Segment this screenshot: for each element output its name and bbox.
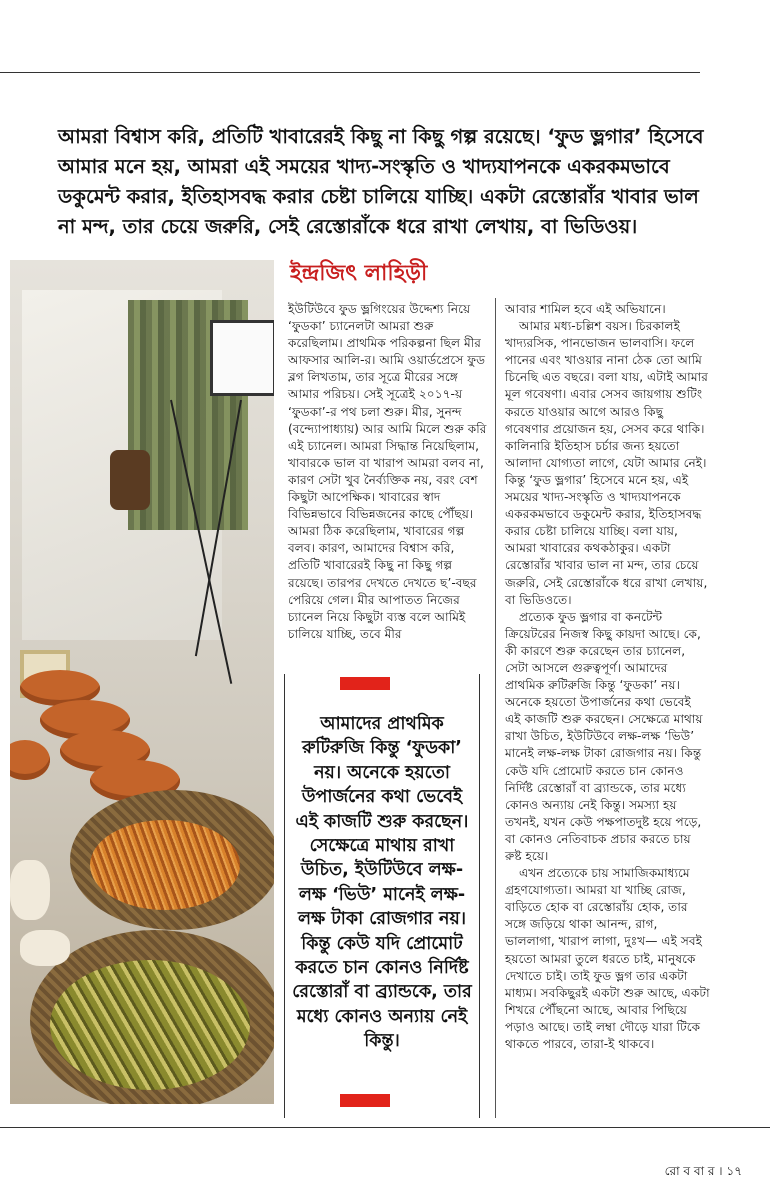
- paragraph: আমার মধ্য-চল্লিশ বয়স। চিরকালই খাদ্যরসিক, পানভোজন ভালবাসি। ফলে পানের এবং খাওয়ার নানা ঠেক তো আমি চিনেছি এত বছরে। বলা যায়, এটাই আমার মূল গবেষণা। এবার সেসব জায়গায় শুটিং করতে যাওয়ার আগে আরও কিছু গবেষণার প্রয়োজন হয়, সেসব করে থাকি। কালিনারি ইতিহাস চর্চার জন্য হয়তো আলাদা যোগ্যতা লাগে, যেটা আমার নেই। কিন্তু ‘ফুড ভ্লগার’ হিসেবে মনে হয়, এই সময়ের খাদ্য-সংস্কৃতি ও খাদ্যযাপনকে একরকমভাবে ডকুমেন্ট করার, ইতিহাসবদ্ধ করার চেষ্টা চালিয়ে যাচ্ছি। বলা যায়, আমরা খাবারের কথকঠাকুর। একটা রেস্তোরাঁর খাবার ভাল না মন্দ, তার চেয়ে জরুরি, সেই রেস্তোরাঁকে ধরে রাখা লেখায়, বা ভিডিওতে।: [505, 319, 708, 607]
- article-column-2: [505, 301, 710, 1053]
- author-byline: ইন্দ্রজিৎ লাহিড়ী: [290, 261, 428, 286]
- pullquote-top-bar: [340, 677, 390, 690]
- intro-paragraph: আমরা বিশ্বাস করি, প্রতিটি খাবারেরই কিছু না কিছু গল্প রয়েছে। ‘ফুড ভ্লগার’ হিসেবে আমার মনে হয়, আমরা এই সময়ের খাদ্য-সংস্কৃতি ও খাদ্যযাপনকে একরকমভাবে ডকুমেন্ট করার, ইতিহাসবদ্ধ করার চেষ্টা চালিয়ে যাচ্ছি। একটা রেস্তোরাঁর খাবার ভাল না মন্দ, তার চেয়ে জরুরি, সেই রেস্তোরাঁকে ধরে রাখা লেখায়, বা ভিডিওয়।: [58, 125, 704, 238]
- top-rule: [0, 72, 700, 73]
- pullquote-text: আমাদের প্রাথমিক রুটিরুজি কিন্তু ‘ফুডকা’ নয়। অনেকে হয়তো উপার্জনের কথা ভেবেই এই কাজটি শুরু করছেন। সেক্ষেত্রে মাথায় রাখা উচিত, ইউটিউবে লক্ষ-লক্ষ ‘ভিউ’ মানেই লক্ষ-লক্ষ টাকা রোজগার নয়। কিন্তু কেউ যদি প্রোমোট করতে চান কোনও নির্দিষ্ট রেস্তোরাঁ বা ব্র্যান্ডকে, তার মধ্যে কোনও অন্যায় নেই কিন্তু।: [292, 714, 472, 1052]
- article-column-1: [288, 301, 488, 643]
- paragraph: আবার শামিল হবে এই অভিযানে।: [505, 302, 666, 316]
- paragraph: ইউটিউবে ফুড ভ্লগিংয়ের উদ্দেশ্য নিয়ে ‘ফুডকা’ চ্যানেলটা আমরা শুরু করেছিলাম। প্রাথমিক পরিকল্পনা ছিল মীর আফসার আলি-র। আমি ওয়ার্ডপ্রেসে ফুড ব্লগ লিখতাম, তার সূত্রে মীরের সঙ্গে আমার পরিচয়। সেই সূত্রেই ২০১৭-য় ‘ফুডকা’-র পথ চলা শুরু। মীর, সুনন্দ (বন্দ্যোপাধ্যায়) আর আমি মিলে শুরু করি এই চ্যানেল। আমরা সিদ্ধান্ত নিয়েছিলাম, খাবারকে ভাল বা খারাপ আমরা বলব না, কারণ সেটা খুব নৈর্ব্যক্তিক নয়, বরং বেশ কিছুটা আপেক্ষিক। খাবারের স্বাদ বিভিন্নভাবে বিভিন্নজনের কাছে পৌঁছয়। আমরা ঠিক করেছিলাম, খাবারের গল্প বলব। কারণ, আমাদের বিশ্বাস করি, প্রতিটি খাবারেরই কিছু না কিছু গল্প রয়েছে। তারপর দেখতে দেখতে ছ’-বছর পেরিয়ে গেল। মীর আপাতত নিজের চ্যানেল নিয়ে কিছুটা ব্যস্ত বলে আমিই চালিয়ে যাচ্ছি, তবে মীর: [288, 302, 487, 641]
- paragraph: প্রত্যেক ফুড ভ্লগার বা কনটেন্ট ক্রিয়েটরের নিজস্ব কিছু কায়দা আছে। কে, কী কারণে শুরু করেছেন তার চ্যানেল, সেটা আসলে গুরুত্বপূর্ণ। আমাদের প্রাথমিক রুটিরুজি কিন্তু ‘ফুডকা’ নয়। অনেকে হয়তো উপার্জনের কথা ভেবেই এই কাজটি শুরু করছেন। সেক্ষেত্রে মাথায় রাখা উচিত, ইউটিউবে লক্ষ-লক্ষ ‘ভিউ’ মানেই লক্ষ-লক্ষ টাকা রোজগার নয়। কিন্তু কেউ যদি প্রোমোট করতে চান কোনও নির্দিষ্ট রেস্তোরাঁ বা ব্র্যান্ডকে, তার মধ্যে কোনও অন্যায় নেই কিন্তু। সমস্যা হয় তখনই, যখন কেউ পক্ষপাতদুষ্ট হয়ে পড়ে, বা কোনও নেতিবাচক প্রচার করতে চায় রুষ্ট হয়ে।: [505, 609, 703, 863]
- page-folio: রো ব বা র । ১৭: [664, 1164, 742, 1178]
- food-photo: [10, 260, 274, 1104]
- pullquote-bottom-bar: [340, 1094, 390, 1107]
- bottom-rule: [0, 1127, 770, 1128]
- column-divider: [495, 298, 496, 1118]
- paragraph: এখন প্রত্যেকে চায় সামাজিকমাধ্যমে গ্রহণযোগ্যতা। আমরা যা খাচ্ছি রোজ, বাড়িতে হোক বা রেস্তোরাঁয় হোক, তার সঙ্গে জড়িয়ে থাকা আনন্দ, রাগ, ভাললাগা, খারাপ লাগা, দুঃখ— এই সবই হয়তো আমরা তুলে ধরতে চাই, মানুষকে দেখাতে চাই। তাই ফুড ভ্লগ তার একটা মাধ্যম। সবকিছুরই একটা শুরু আছে, একটা শিখরে পৌঁছনো আছে, আবার পিছিয়ে পড়াও আছে। তাই লম্বা দৌড়ে যারা টিকে থাকতে পারবে, তারা-ই থাকবে।: [505, 866, 710, 1052]
